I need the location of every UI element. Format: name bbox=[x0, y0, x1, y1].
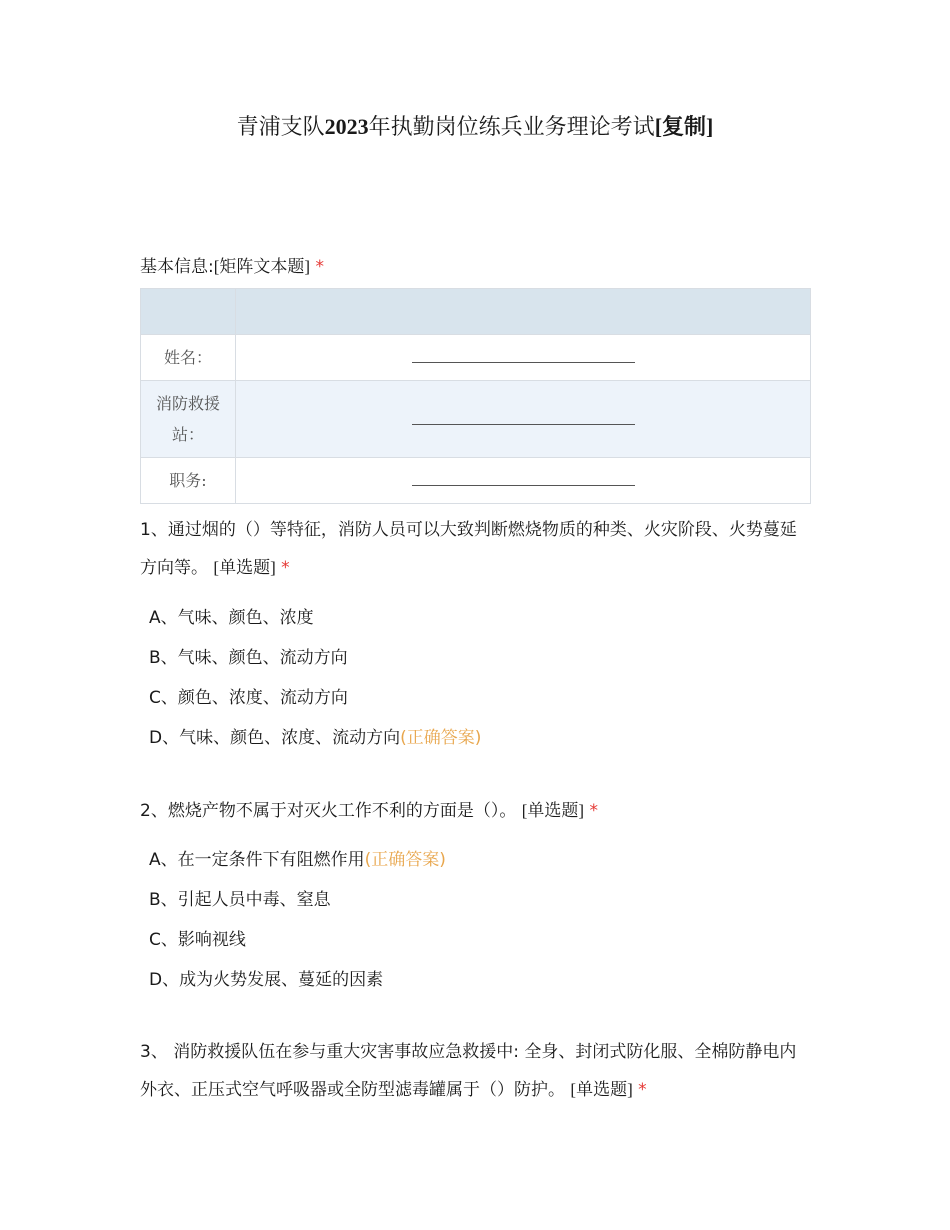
required-mark: * bbox=[589, 801, 598, 821]
question-2 bbox=[140, 792, 812, 830]
matrix-label-station: 消防救援站： bbox=[141, 381, 236, 458]
q2-option-d[interactable]: D、成为火势发展、蔓延的因素 bbox=[149, 970, 384, 990]
question-3 bbox=[140, 1034, 812, 1109]
required-mark: * bbox=[315, 257, 324, 277]
name-field[interactable] bbox=[236, 335, 811, 381]
matrix-row-position bbox=[141, 458, 811, 504]
basic-info-matrix bbox=[140, 288, 811, 504]
position-blank[interactable] bbox=[412, 471, 635, 486]
position-field[interactable] bbox=[236, 458, 811, 504]
page-title bbox=[0, 110, 950, 141]
basic-info-type: [矩阵文本题] bbox=[213, 257, 311, 276]
matrix-label-position: 职务: bbox=[141, 458, 236, 504]
required-mark: * bbox=[638, 1080, 647, 1100]
matrix-label-name: 姓名： bbox=[141, 335, 236, 381]
q2-option-a[interactable]: A、在一定条件下有阻燃作用(正确答案) bbox=[149, 850, 446, 870]
title-part2: 年执勤岗位练兵业务理论考试 bbox=[368, 115, 655, 140]
question-1-text: 1、通过烟的（）等特征，消防人员可以大致判断燃烧物质的种类、火灾阶段、火势蔓延方向等。 bbox=[140, 520, 797, 578]
question-1-type: [单选题] bbox=[213, 558, 276, 577]
basic-info-label bbox=[140, 252, 324, 277]
question-1 bbox=[140, 512, 812, 587]
question-3-text: 3、 消防救援队伍在参与重大灾害事故应急救援中: 全身、封闭式防化服、全棉防静电内外衣、正压式空气呼吸器或全防型滤毒罐属于（）防护。 bbox=[140, 1042, 797, 1100]
title-part1: 青浦支队 bbox=[236, 115, 325, 140]
station-blank[interactable] bbox=[412, 410, 635, 425]
correct-answer-tag: (正确答案) bbox=[364, 850, 446, 870]
correct-answer-tag: (正确答案) bbox=[400, 728, 482, 748]
required-mark: * bbox=[281, 558, 290, 578]
question-2-text: 2、燃烧产物不属于对灭火工作不利的方面是（）。 bbox=[140, 801, 517, 821]
q2-option-b[interactable]: B、引起人员中毒、窒息 bbox=[149, 890, 331, 910]
matrix-row-name bbox=[141, 335, 811, 381]
q2-option-c[interactable]: C、影响视线 bbox=[149, 930, 246, 950]
question-3-type: [单选题] bbox=[570, 1080, 633, 1099]
q1-option-d[interactable]: D、气味、颜色、浓度、流动方向(正确答案) bbox=[149, 728, 482, 748]
title-year: 2023 bbox=[324, 114, 369, 139]
matrix-header-row bbox=[141, 289, 811, 335]
q1-option-b[interactable]: B、气味、颜色、流动方向 bbox=[149, 648, 348, 668]
station-field[interactable] bbox=[236, 381, 811, 458]
q1-option-a[interactable]: A、气味、颜色、浓度 bbox=[149, 608, 314, 628]
name-blank[interactable] bbox=[412, 348, 635, 363]
title-suffix: [复制] bbox=[654, 114, 714, 139]
basic-info-title: 基本信息: bbox=[140, 257, 214, 277]
matrix-row-station bbox=[141, 381, 811, 458]
question-2-type: [单选题] bbox=[521, 801, 585, 820]
q1-option-c[interactable]: C、颜色、浓度、流动方向 bbox=[149, 688, 348, 708]
